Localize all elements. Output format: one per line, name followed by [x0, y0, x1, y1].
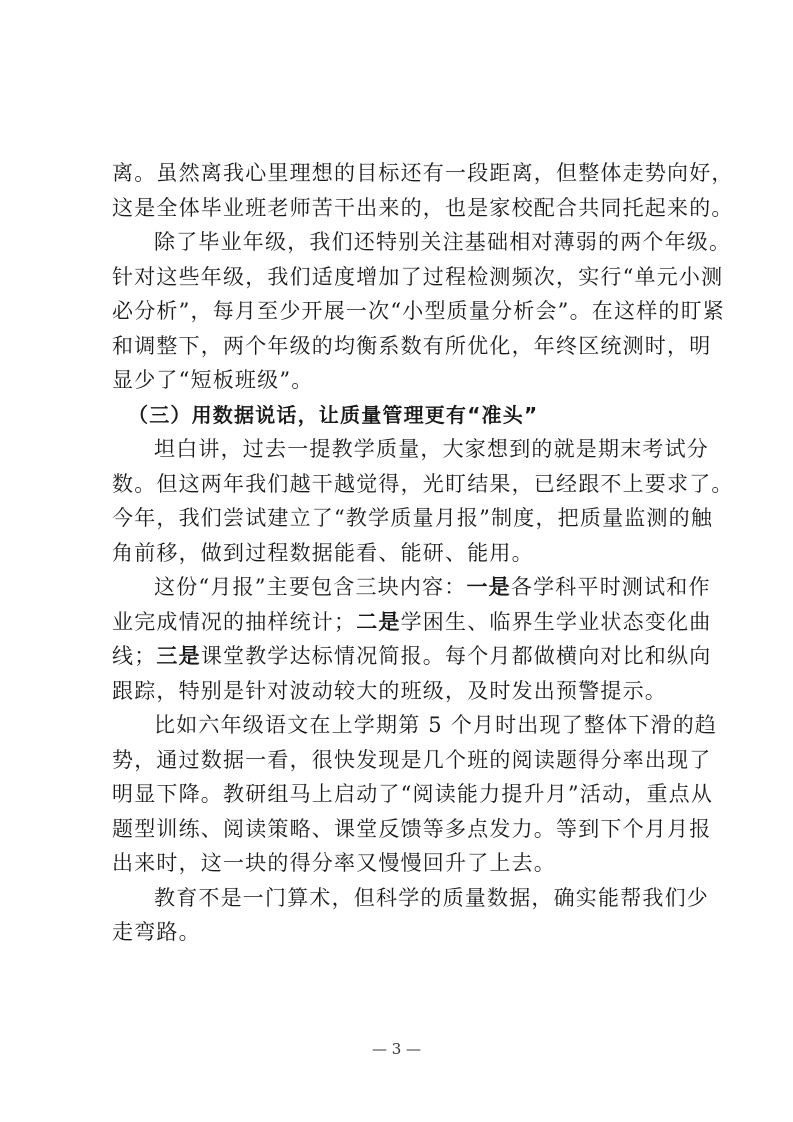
- text-line: 走弯路。: [112, 920, 201, 944]
- section-heading: （三）用数据说话，让质量管理更有“准头”: [128, 402, 539, 427]
- text-line: 今年，我们尝试建立了“教学质量月报”制度，把质量监测的触: [112, 506, 714, 530]
- paragraph-start-line: 坦白讲，过去一提教学质量，大家想到的就是期末考试分: [154, 437, 709, 461]
- text-segment: 线；: [112, 644, 157, 668]
- body-text: [112, 156, 734, 950]
- text-line: 针对这些年级，我们适度增加了过程检测频次，实行“单元小测: [112, 264, 724, 289]
- text-line: 这是全体毕业班老师苦干出来的，也是家校配合共同托起来的。: [112, 195, 734, 220]
- text-line: [112, 605, 712, 640]
- text-line: 和调整下，两个年级的均衡系数有所优化，年终区统测时，明: [112, 333, 712, 358]
- text-line: 明显下降。教研组马上启动了“阅读能力提升月”活动，重点从: [112, 782, 714, 806]
- text-line: 题型训练、阅读策略、课堂反馈等多点发力。等到下个月月报: [112, 816, 712, 841]
- text-segment: 这份“月报”主要包含三块内容：: [154, 575, 467, 599]
- paragraph-start-line: 除了毕业年级，我们还特别关注基础相对薄弱的两个年级。: [154, 230, 732, 254]
- text-line: 显少了“短板班级”。: [112, 368, 314, 392]
- text-line: 出来时，这一块的得分率又慢慢回升了上去。: [112, 851, 556, 875]
- text-line: 角前移，做到过程数据能看、能研、能用。: [112, 540, 534, 565]
- paragraph-start-line: 教育不是一门算术，但科学的质量数据，确实能帮我们少: [154, 885, 709, 910]
- text-segment: 业完成情况的抽样统计；: [112, 609, 357, 634]
- text-line: 必分析”，每月至少开展一次“小型质量分析会”。在这样的盯紧: [112, 299, 726, 323]
- text-line: [112, 639, 712, 674]
- text-line: 离。虽然离我心里理想的目标还有一段距离，但整体走势向好，: [112, 161, 734, 185]
- text-line: 跟踪，特别是针对波动较大的班级，及时发出预警提示。: [112, 678, 667, 703]
- text-line: 势，通过数据一看，很快发现是几个班的阅读题得分率出现了: [112, 747, 712, 772]
- bold-marker: 三是: [156, 643, 201, 668]
- text-line: 数。但这两年我们越干越觉得，光盯结果，已经跟不上要求了。: [112, 471, 734, 496]
- paragraph-start-line: [112, 570, 711, 605]
- bold-marker: 一是: [466, 574, 511, 599]
- paragraph-start-line: 比如六年级语文在上学期第 5 个月时出现了整体下滑的趋: [154, 713, 718, 737]
- bold-marker: 二是: [356, 608, 401, 634]
- text-segment: 各学科平时测试和作: [510, 575, 711, 599]
- text-segment: 学困生、临界生学业状态变化曲: [400, 609, 712, 634]
- text-segment: 课堂教学达标情况简报。每个月都做横向对比和纵向: [200, 644, 712, 668]
- page-number: — 3 —: [371, 1040, 422, 1058]
